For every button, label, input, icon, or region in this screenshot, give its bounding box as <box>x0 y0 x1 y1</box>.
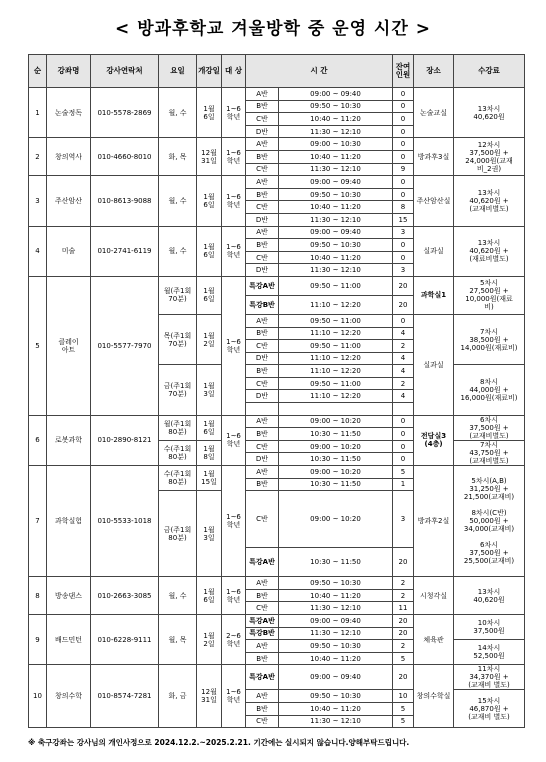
table-cell: 0 <box>393 415 414 428</box>
table-row <box>29 138 525 151</box>
table-cell: B반 <box>246 365 279 378</box>
table-cell: 화, 금 <box>159 665 197 728</box>
table-cell: 11:30 ~ 12:10 <box>279 602 393 615</box>
table-cell: 10:40 ~ 11:20 <box>279 652 393 665</box>
table-cell: 10:40 ~ 11:20 <box>279 113 393 126</box>
table-cell: 3 <box>29 176 47 226</box>
header-place: 장소 <box>414 55 454 88</box>
table-cell: 010-6228-9111 <box>91 615 159 665</box>
table-cell: 1월 2일 <box>197 615 222 665</box>
table-body <box>29 88 525 728</box>
table-cell: 방과후2실 <box>414 466 454 577</box>
table-cell: 7 <box>29 466 47 577</box>
table-cell: 과학실1 <box>414 276 454 314</box>
table-cell: A반 <box>246 314 279 327</box>
table-cell: 1월 6일 <box>197 276 222 314</box>
table-cell: 5 <box>393 702 414 715</box>
table-cell: 09:00 ~ 10:20 <box>279 466 393 479</box>
table-cell: 금(주1회 80분) <box>159 491 197 577</box>
table-cell: 1~6 학년 <box>222 577 246 615</box>
table-cell: 8차시 44,000원 + 16,000원(재료비) <box>454 365 525 415</box>
table-cell: C반 <box>246 491 279 548</box>
table-cell: 월, 수 <box>159 577 197 615</box>
table-cell: 수(주1회 80분) <box>159 440 197 465</box>
table-cell: D반 <box>246 453 279 466</box>
table-cell: 11 <box>393 602 414 615</box>
table-cell: A반 <box>246 415 279 428</box>
table-cell: 로봇과학 <box>47 415 91 465</box>
header-contact: 강사연락처 <box>91 55 159 88</box>
table-cell: 09:50 ~ 10:30 <box>279 640 393 653</box>
table-cell: 010-4660-8010 <box>91 138 159 176</box>
table-cell: 월(주1회 70분) <box>159 276 197 314</box>
table-cell: A반 <box>246 176 279 189</box>
table-cell: 3 <box>393 226 414 239</box>
table-header-row <box>29 55 525 88</box>
table-cell: 주산암산실 <box>414 176 454 226</box>
table-cell: 0 <box>393 113 414 126</box>
table-row <box>29 88 525 101</box>
table-cell: 3 <box>393 491 414 548</box>
table-cell: 실과실 <box>414 314 454 415</box>
table-cell: 1월 6일 <box>197 88 222 138</box>
table-cell: B반 <box>246 428 279 441</box>
table-cell: A반 <box>246 138 279 151</box>
page-title: < 방과후학교 겨울방학 중 운영 시간 > <box>115 19 431 39</box>
table-cell: 13차시 40,620원 + (교재비별도) <box>454 176 525 226</box>
table-cell: 특강B반 <box>246 295 279 314</box>
table-cell: 특강A반 <box>246 276 279 295</box>
table-cell: 8 <box>393 201 414 214</box>
table-cell: 1월 2일 <box>197 314 222 364</box>
table-cell: 13차시 40,620원 <box>454 577 525 615</box>
table-cell: 특강A반 <box>246 615 279 628</box>
table-cell: 체육관 <box>414 615 454 665</box>
table-cell: 010-5533-1018 <box>91 466 159 577</box>
table-cell: B반 <box>246 150 279 163</box>
table-cell: 시청각실 <box>414 577 454 615</box>
table-cell <box>279 403 393 416</box>
table-cell: 수(주1회 80분) <box>159 466 197 491</box>
table-cell: 1월 6일 <box>197 415 222 440</box>
table-row <box>29 415 525 428</box>
table-cell: 논술교실 <box>414 88 454 138</box>
table-cell: 과학실험 <box>47 466 91 577</box>
table-cell: 0 <box>393 453 414 466</box>
table-cell: 4 <box>393 352 414 365</box>
table-cell: 방송댄스 <box>47 577 91 615</box>
table-cell: 09:50 ~ 10:30 <box>279 690 393 703</box>
table-cell: 09:00 ~ 09:40 <box>279 88 393 101</box>
table-cell: C반 <box>246 340 279 353</box>
table-cell: 20 <box>393 295 414 314</box>
table-cell: 5 <box>393 466 414 479</box>
table-cell: 주산암산 <box>47 176 91 226</box>
table-cell: 11:30 ~ 12:10 <box>279 627 393 640</box>
table-cell: 11:10 ~ 12:20 <box>279 295 393 314</box>
table-cell: 1~6 학년 <box>222 276 246 415</box>
table-cell: A반 <box>246 577 279 590</box>
table-cell: 20 <box>393 665 414 690</box>
table-cell: 20 <box>393 548 414 577</box>
schedule-table <box>28 54 525 728</box>
table-cell: 1~6 학년 <box>222 415 246 465</box>
table-cell: 5 <box>393 652 414 665</box>
table-cell: 금(주1회 70분) <box>159 365 197 415</box>
header-remaining: 잔여 인원 <box>393 55 414 88</box>
table-cell: 12월 31일 <box>197 138 222 176</box>
table-cell: 0 <box>393 88 414 101</box>
table-cell: 1 <box>393 478 414 491</box>
table-cell: 6차시 37,500원 + (교재비별도) <box>454 415 525 440</box>
table-cell: 10:30 ~ 11:50 <box>279 453 393 466</box>
table-cell: 0 <box>393 176 414 189</box>
table-cell: 09:50 ~ 11:00 <box>279 340 393 353</box>
table-cell: 09:50 ~ 10:30 <box>279 188 393 201</box>
table-cell: D반 <box>246 213 279 226</box>
table-cell: 5차시 27,500원 + 10,000원(재료 비) <box>454 276 525 314</box>
table-cell: D반 <box>246 125 279 138</box>
table-cell: 11:30 ~ 12:10 <box>279 213 393 226</box>
table-cell: 20 <box>393 615 414 628</box>
table-cell: B반 <box>246 327 279 340</box>
table-cell: 09:50 ~ 10:30 <box>279 577 393 590</box>
header-fee: 수강료 <box>454 55 525 88</box>
table-cell: B반 <box>246 100 279 113</box>
table-cell: 특강A반 <box>246 665 279 690</box>
table-cell: 2~6 학년 <box>222 615 246 665</box>
table-cell: 방과후3실 <box>414 138 454 176</box>
table-cell: 0 <box>393 251 414 264</box>
table-cell: 월(주1회 80분) <box>159 415 197 440</box>
table-cell: 목(주1회 70분) <box>159 314 197 364</box>
table-row <box>29 466 525 479</box>
table-cell: 월, 수 <box>159 226 197 276</box>
table-cell: 11:30 ~ 12:10 <box>279 125 393 138</box>
table-cell <box>246 403 279 416</box>
table-cell: 09:00 ~ 09:40 <box>279 226 393 239</box>
table-cell: 11:10 ~ 12:20 <box>279 390 393 403</box>
table-cell: 09:00 ~ 10:20 <box>279 491 393 548</box>
table-row <box>29 577 525 590</box>
table-cell: 09:50 ~ 11:00 <box>279 377 393 390</box>
table-cell: 5 <box>393 715 414 728</box>
table-cell: 0 <box>393 125 414 138</box>
table-cell: B반 <box>246 478 279 491</box>
table-row <box>29 276 525 295</box>
table-cell: D반 <box>246 352 279 365</box>
table-cell: 09:00 ~ 09:40 <box>279 176 393 189</box>
table-cell: C반 <box>246 602 279 615</box>
table-cell: 7차시 43,750원 + (교재비별도) <box>454 440 525 465</box>
table-cell: 10차시 37,500원 <box>454 615 525 640</box>
table-cell: 1월 6일 <box>197 176 222 226</box>
table-cell: 10 <box>393 690 414 703</box>
table-cell: 1월 3일 <box>197 365 222 415</box>
table-cell: D반 <box>246 264 279 277</box>
table-cell: A반 <box>246 690 279 703</box>
table-cell: 8 <box>29 577 47 615</box>
table-row <box>29 176 525 189</box>
table-cell: 11:30 ~ 12:10 <box>279 264 393 277</box>
table-cell: 010-8613-9088 <box>91 176 159 226</box>
table-cell: 월, 수 <box>159 176 197 226</box>
table-cell: 010-5577-7970 <box>91 276 159 415</box>
table-cell: 09:50 ~ 11:00 <box>279 314 393 327</box>
table-cell: 4 <box>393 390 414 403</box>
table-cell: 10:30 ~ 11:50 <box>279 548 393 577</box>
table-cell <box>393 403 414 416</box>
table-cell: 2 <box>393 340 414 353</box>
table-cell: 13차시 40,620원 <box>454 88 525 138</box>
table-cell: 14차시 52,500원 <box>454 640 525 665</box>
table-cell: 010-2741-6119 <box>91 226 159 276</box>
table-cell: 미술 <box>47 226 91 276</box>
table-cell: 12월 31일 <box>197 665 222 728</box>
table-cell: 11:10 ~ 12:20 <box>279 352 393 365</box>
table-cell: 실과실 <box>414 226 454 276</box>
table-cell: C반 <box>246 377 279 390</box>
table-cell: 09:00 ~ 10:30 <box>279 138 393 151</box>
table-cell: 클레이 아트 <box>47 276 91 415</box>
table-cell: 11:30 ~ 12:10 <box>279 715 393 728</box>
table-cell: 0 <box>393 440 414 453</box>
table-cell: 0 <box>393 138 414 151</box>
table-cell: B반 <box>246 652 279 665</box>
table-cell: 13차시 40,620원 + (재료비별도) <box>454 226 525 276</box>
schedule-table-wrapper <box>28 54 524 728</box>
table-row <box>29 615 525 628</box>
table-cell: 2 <box>393 589 414 602</box>
table-cell: 010-2663-3085 <box>91 577 159 615</box>
table-cell: 특강B반 <box>246 627 279 640</box>
table-cell: 배드민턴 <box>47 615 91 665</box>
header-course: 강좌명 <box>47 55 91 88</box>
table-cell: A반 <box>246 226 279 239</box>
table-cell: 0 <box>393 188 414 201</box>
table-cell: 10:30 ~ 11:50 <box>279 428 393 441</box>
table-cell: 0 <box>393 150 414 163</box>
table-cell: 6 <box>29 415 47 465</box>
table-cell: 11:30 ~ 12:10 <box>279 163 393 176</box>
table-cell: D반 <box>246 390 279 403</box>
table-cell: 0 <box>393 100 414 113</box>
table-cell: 1월 6일 <box>197 577 222 615</box>
table-cell: 20 <box>393 276 414 295</box>
header-time: 시 간 <box>246 55 393 88</box>
table-cell: 010-8574-7281 <box>91 665 159 728</box>
table-cell: 09:00 ~ 09:40 <box>279 615 393 628</box>
table-cell: 09:00 ~ 09:40 <box>279 665 393 690</box>
table-cell: 11차시 34,370원 + (교재비 별도) <box>454 665 525 690</box>
table-cell: 10:40 ~ 11:20 <box>279 150 393 163</box>
table-cell: 09:00 ~ 10:20 <box>279 440 393 453</box>
table-cell: 화, 목 <box>159 138 197 176</box>
table-row <box>29 665 525 690</box>
table-cell: 3 <box>393 264 414 277</box>
table-cell: 15차시 46,870원 + (교재비 별도) <box>454 690 525 728</box>
table-cell: 5 <box>29 276 47 415</box>
table-cell: C반 <box>246 113 279 126</box>
table-cell: 1월 3일 <box>197 491 222 577</box>
table-cell: 2 <box>393 377 414 390</box>
table-cell: 09:00 ~ 10:20 <box>279 415 393 428</box>
table-cell: 0 <box>393 314 414 327</box>
table-cell: 10:40 ~ 11:20 <box>279 201 393 214</box>
table-cell: 1월 6일 <box>197 226 222 276</box>
table-cell: B반 <box>246 589 279 602</box>
table-cell: 0 <box>393 239 414 252</box>
table-cell: 5차시(A,B) 31,250원 + 21,500(교재비) 8차시(C반) 50,000원 + 34,000(교재비) 6차시 37,500원 + 25,500(교재비) <box>454 466 525 577</box>
table-cell: 논술정독 <box>47 88 91 138</box>
header-target: 대 상 <box>222 55 246 88</box>
table-cell: 1~6 학년 <box>222 176 246 226</box>
table-cell: C반 <box>246 440 279 453</box>
table-cell: 1월 8일 <box>197 440 222 465</box>
table-cell: 월, 수 <box>159 88 197 138</box>
table-cell: 2 <box>393 577 414 590</box>
table-cell: 10:40 ~ 11:20 <box>279 589 393 602</box>
header-no: 순 <box>29 55 47 88</box>
table-cell: 4 <box>393 327 414 340</box>
table-cell: 010-2890-8121 <box>91 415 159 465</box>
footnote: ※ 축구강좌는 강사님의 개인사정으로 2024.12.2.~2025.2.21. 기간에는 실시되지 않습니다.양해부탁드립니다. <box>28 738 410 747</box>
table-cell: 1월 15일 <box>197 466 222 491</box>
table-cell: 09:50 ~ 11:00 <box>279 276 393 295</box>
table-cell: A반 <box>246 640 279 653</box>
table-cell: 4 <box>29 226 47 276</box>
table-cell: 010-5578-2869 <box>91 88 159 138</box>
table-cell: B반 <box>246 702 279 715</box>
table-cell: 4 <box>393 365 414 378</box>
table-cell: 2 <box>393 640 414 653</box>
table-cell: 20 <box>393 627 414 640</box>
header-start-date: 개강일 <box>197 55 222 88</box>
table-cell: C반 <box>246 201 279 214</box>
table-cell: 11:10 ~ 12:20 <box>279 365 393 378</box>
table-cell: 10:40 ~ 11:20 <box>279 702 393 715</box>
table-cell: C반 <box>246 715 279 728</box>
table-cell: 창의수학 <box>47 665 91 728</box>
table-cell: C반 <box>246 251 279 264</box>
table-cell: A반 <box>246 466 279 479</box>
table-cell: 창의역사 <box>47 138 91 176</box>
table-cell: 9 <box>29 615 47 665</box>
table-cell: 09:50 ~ 10:30 <box>279 239 393 252</box>
table-cell: 1~6 학년 <box>222 226 246 276</box>
table-cell: 10:30 ~ 11:50 <box>279 478 393 491</box>
table-cell: B반 <box>246 239 279 252</box>
table-cell: 1~6 학년 <box>222 665 246 728</box>
table-cell: 2 <box>29 138 47 176</box>
table-cell: 특강A반 <box>246 548 279 577</box>
table-cell: 11:10 ~ 12:20 <box>279 327 393 340</box>
table-cell: 창의수학실 <box>414 665 454 728</box>
table-cell: C반 <box>246 163 279 176</box>
table-cell: 12차시 37,500원 + 24,000원(교재 비_2권) <box>454 138 525 176</box>
table-cell: 0 <box>393 428 414 441</box>
table-cell: A반 <box>246 88 279 101</box>
table-cell: 9 <box>393 163 414 176</box>
table-cell: 1 <box>29 88 47 138</box>
header-day: 요일 <box>159 55 197 88</box>
table-cell: 1~6 학년 <box>222 138 246 176</box>
table-cell: 15 <box>393 213 414 226</box>
table-cell: 7차시 38,500원 + 14,000원(재료비) <box>454 314 525 364</box>
table-cell: 1~6 학년 <box>222 88 246 138</box>
table-row <box>29 226 525 239</box>
table-cell: 10 <box>29 665 47 728</box>
table-cell: 전담실3 (4층) <box>414 415 454 465</box>
table-cell: 09:50 ~ 10:30 <box>279 100 393 113</box>
table-cell: 1~6 학년 <box>222 466 246 577</box>
table-cell: 10:40 ~ 11:20 <box>279 251 393 264</box>
table-cell: B반 <box>246 188 279 201</box>
table-cell: 월, 목 <box>159 615 197 665</box>
